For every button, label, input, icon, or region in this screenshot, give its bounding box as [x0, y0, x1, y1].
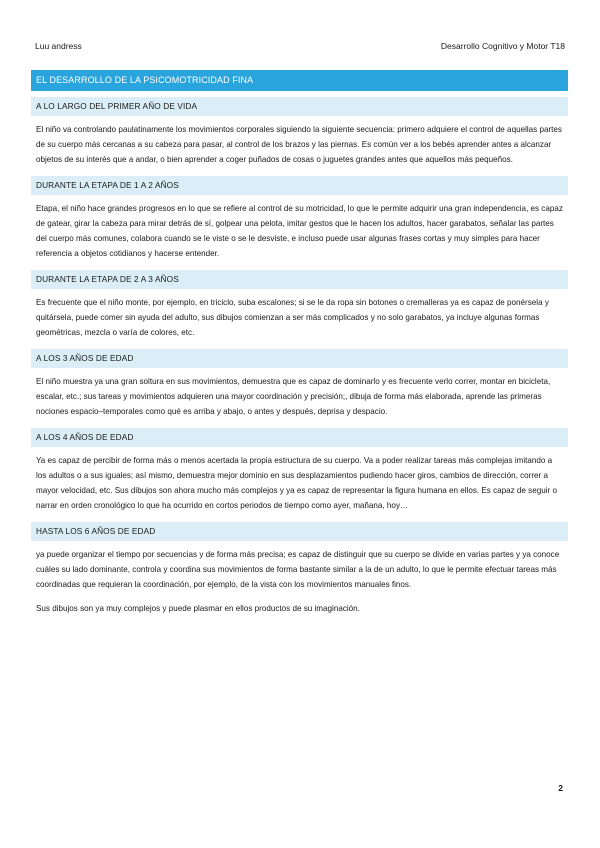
- section-2-to-3-years: [31, 270, 568, 349]
- header-author: Luu andress: [35, 41, 82, 51]
- header-course-title: Desarrollo Cognitivo y Motor T18: [440, 41, 565, 51]
- section-up-to-6-years: [31, 522, 568, 625]
- section-heading: HASTA LOS 6 AÑOS DE EDAD: [31, 522, 568, 541]
- section-heading: A LOS 4 AÑOS DE EDAD: [31, 428, 568, 447]
- section-paragraph: Etapa, el niño hace grandes progresos en lo que se refiere al control de su motricidad, lo que le permite adquirir una gran independencia, es capaz de gatear, girar la cabeza para mirar detrás de sí, golpear una pelota, imitar gestos que le hacen los adultos, hacer garabatos, señalar las partes del cuerpo más comunes, colabora cuando se le viste o se le desviste, e incluso puede usar algunas frases cortas y muy simples para hacer referencia a objetos cotidianos y hacerse entender.: [36, 204, 563, 258]
- document-title: EL DESARROLLO DE LA PSICOMOTRICIDAD FINA: [31, 70, 568, 91]
- section-paragraph: ya puede organizar el tiempo por secuencias y de forma más precisa; es capaz de distinguir que su cuerpo se divide en varias partes y ya conoce cuáles su lado dominante, controla y coordina sus movimientos de forma bastante similar a la de un adulto, lo que le permite efectuar tareas más coordinadas que requieran la coordinación, por ejemplo, de la vista con los movimientos manuales finos.: [36, 550, 560, 589]
- section-4-years: [31, 428, 568, 522]
- document-body: [31, 70, 568, 625]
- section-heading: DURANTE LA ETAPA DE 2 A 3 AÑOS: [31, 270, 568, 289]
- section-paragraph-second: Sus dibujos son ya muy complejos y puede plasmar en ellos productos de su imaginación.: [36, 604, 360, 613]
- section-paragraph: Es frecuente que el niño monte, por ejemplo, en triciclo, suba escalones; si se le da ropa sin botones o cremalleras ya es capaz de ponérsela y quitársela, puede comer sin ayuda del adulto, sus dibujos comienzan a ser más complicados y no solo garabatos, ya incluye algunas formas geométricas, mezcla o varía de colores, etc.: [36, 298, 549, 337]
- section-paragraph: El niño muestra ya una gran soltura en sus movimientos, demuestra que es capaz de dominarlo y es frecuente verlo correr, montar en bicicleta, escalar, etc.; sus tareas y movimientos adquieren una mayor coordinación y precisión;, dibuja de forma más elaborada, aprende las primeras nociones espacio–temporales como qué es arriba y abajo, o antes y después, deprisa y despacio.: [36, 377, 551, 416]
- section-paragraph: Ya es capaz de percibir de forma más o menos acertada la propia estructura de su cuerpo. Va a poder realizar tareas más complejas imitando a los adultos o a sus iguales; así mismo, demuestra mejor dominio en sus desplazamientos pudiendo hacer giros, cambios de dirección, correr a mayor velocidad, etc. Sus dibujos son ahora mucho más complejos y ya es capaz de representar la figura humana en ellos. Es capaz de seguir o narrar en orden cronológico lo que ha ocurrido en cortos periodos de tiempo como ayer, mañana, hoy…: [36, 456, 557, 510]
- page-header: [35, 41, 565, 55]
- section-paragraph: El niño va controlando paulatinamente los movimientos corporales siguiendo la siguiente secuencia: primero adquiere el control de aquellas partes de su cuerpo más cercanas a su cabeza para pasar, al control de los brazos y las piernas. Es común ver a los bebés aprender antes a alcanzar objetos de su interés que a andar, o bien aprender a coger puñados de cosas o juguetes grandes antes que aquellos más pequeños.: [36, 125, 562, 164]
- section-heading: A LO LARGO DEL PRIMER AÑO DE VIDA: [31, 97, 568, 116]
- section-first-year: [31, 97, 568, 176]
- section-1-to-2-years: [31, 176, 568, 270]
- section-3-years: [31, 349, 568, 428]
- section-heading: DURANTE LA ETAPA DE 1 A 2 AÑOS: [31, 176, 568, 195]
- section-heading: A LOS 3 AÑOS DE EDAD: [31, 349, 568, 368]
- page-number: 2: [558, 783, 563, 793]
